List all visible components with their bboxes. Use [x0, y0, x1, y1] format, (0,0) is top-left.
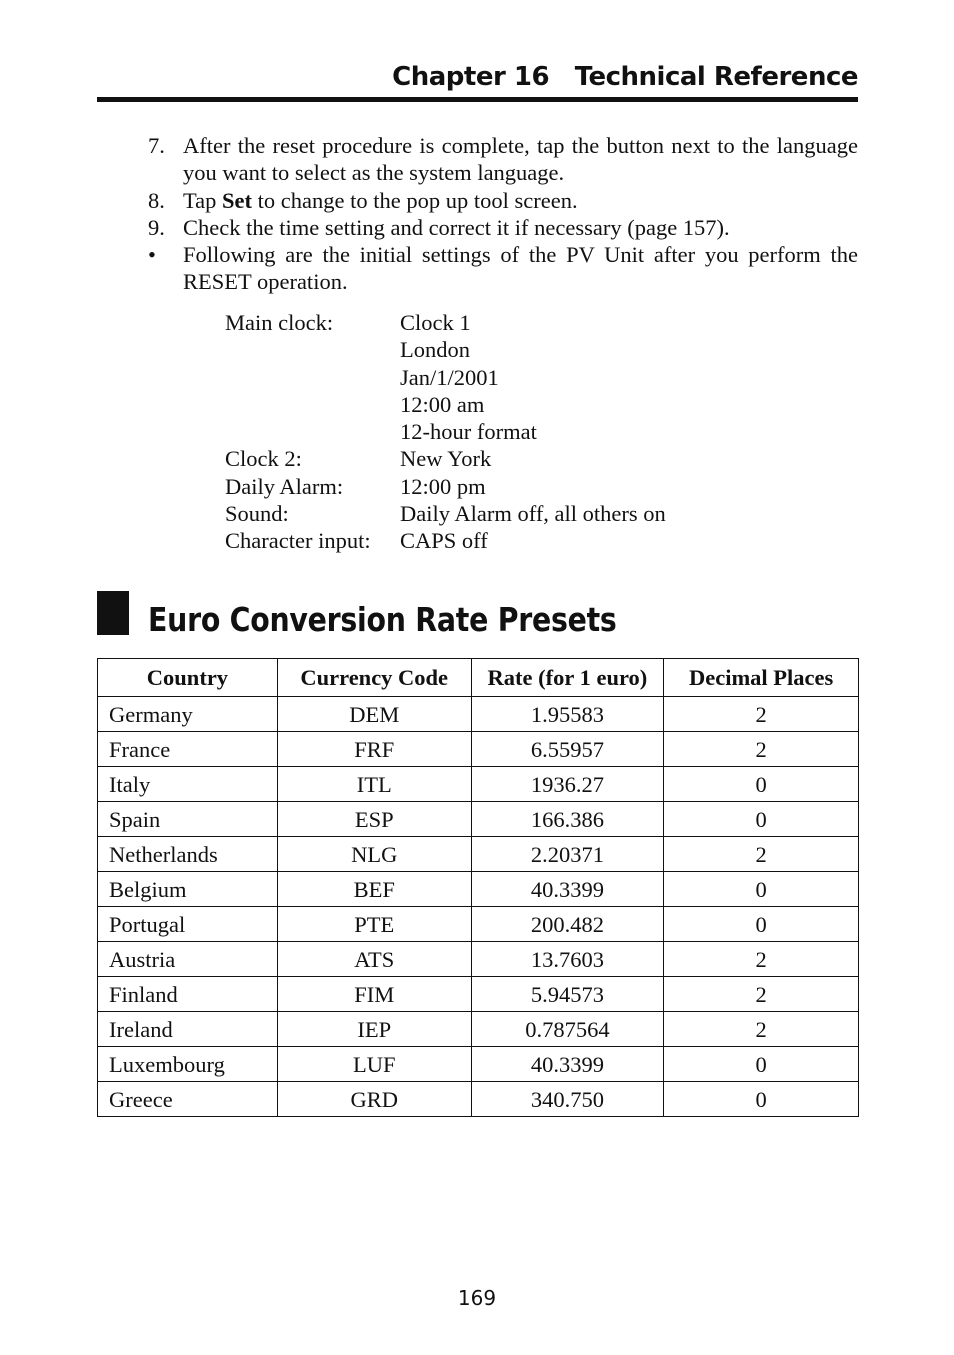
step-marker: 7. [148, 133, 165, 158]
country-cell: Ireland [98, 1012, 278, 1047]
table-row [98, 1047, 859, 1082]
setting-row [225, 364, 666, 391]
table-row [98, 977, 859, 1012]
setting-row [225, 336, 666, 363]
currency-code-cell: GRD [277, 1082, 471, 1117]
setting-value: 12:00 pm [400, 473, 486, 499]
table-body [98, 697, 859, 1117]
setting-value: 12:00 am [400, 391, 485, 417]
section-marker [97, 591, 129, 635]
euro-rates-table [97, 658, 859, 1117]
table-row [98, 837, 859, 872]
setting-label: Sound: [225, 501, 289, 527]
setting-value: New York [400, 446, 492, 472]
rate-cell: 166.386 [471, 802, 664, 837]
decimal-places-cell: 0 [664, 872, 859, 907]
rate-cell: 40.3399 [471, 1047, 664, 1082]
page-header [97, 60, 858, 102]
step-marker: 9. [148, 214, 165, 240]
setting-row [225, 527, 666, 554]
setting-label: Daily Alarm: [225, 473, 344, 499]
setting-label: Character input: [225, 528, 371, 554]
table-row [98, 942, 859, 977]
decimal-places-cell: 2 [664, 942, 859, 977]
setting-label: Main clock: [225, 310, 334, 335]
setting-label [225, 336, 400, 363]
decimal-places-cell: 2 [664, 1012, 859, 1047]
decimal-places-cell: 2 [664, 697, 859, 732]
header-text [392, 60, 858, 94]
decimal-places-cell: 0 [664, 1047, 859, 1082]
initial-settings-list [225, 309, 666, 555]
column-header-decimal-places: Decimal Places [664, 659, 859, 697]
currency-code-cell: BEF [277, 872, 471, 907]
setting-value: Daily Alarm off, all others on [400, 501, 666, 527]
decimal-places-cell: 0 [664, 767, 859, 802]
table-header-row [98, 659, 859, 697]
chapter-label: Chapter 16 [392, 62, 550, 92]
decimal-places-cell: 2 [664, 977, 859, 1012]
country-cell: Netherlands [98, 837, 278, 872]
currency-code-cell: PTE [277, 907, 471, 942]
step-text: Check the time setting and correct it if necessary (page 157). [183, 214, 730, 240]
step-9 [148, 214, 858, 241]
currency-code-cell: NLG [277, 837, 471, 872]
currency-code-cell: ATS [277, 942, 471, 977]
table-row [98, 1012, 859, 1047]
chapter-title: Technical Reference [574, 62, 858, 92]
country-cell: Italy [98, 767, 278, 802]
country-cell: Austria [98, 942, 278, 977]
currency-code-cell: FRF [277, 732, 471, 767]
decimal-places-cell: 0 [664, 907, 859, 942]
step-text-prefix: Tap [183, 187, 223, 213]
setting-value: London [400, 337, 470, 363]
step-text: Following are the initial settings of the PV Unit after you perform the RESET operation. [183, 242, 858, 295]
table-row [98, 907, 859, 942]
rate-cell: 0.787564 [471, 1012, 664, 1047]
setting-row [225, 445, 666, 472]
column-header-rate: Rate (for 1 euro) [471, 659, 664, 697]
column-header-currency-code: Currency Code [277, 659, 471, 697]
decimal-places-cell: 0 [664, 802, 859, 837]
table-row [98, 802, 859, 837]
setting-value: CAPS off [400, 528, 488, 554]
page-number: 169 [457, 1286, 497, 1310]
setting-value: Clock 1 [400, 310, 471, 335]
currency-code-cell: ITL [277, 767, 471, 802]
rate-cell: 2.20371 [471, 837, 664, 872]
step-8 [148, 187, 858, 214]
section-title: Euro Conversion Rate Presets [148, 600, 617, 639]
bullet-marker: • [148, 242, 156, 268]
table-row [98, 697, 859, 732]
currency-code-cell: ESP [277, 802, 471, 837]
column-header-country: Country [98, 659, 278, 697]
setting-value: 12-hour format [400, 419, 537, 445]
country-cell: France [98, 732, 278, 767]
decimal-places-cell: 2 [664, 732, 859, 767]
rate-cell: 340.750 [471, 1082, 664, 1117]
rate-cell: 13.7603 [471, 942, 664, 977]
setting-value: Jan/1/2001 [400, 364, 499, 390]
step-text: After the reset procedure is complete, tap the button next to the language you want to select as the system language. [183, 133, 858, 186]
setting-row [225, 309, 666, 336]
currency-code-cell: IEP [277, 1012, 471, 1047]
step-marker: 8. [148, 187, 165, 213]
country-cell: Germany [98, 697, 278, 732]
step-text-suffix: to change to the pop up tool screen. [252, 187, 578, 213]
setting-label: Clock 2: [225, 446, 302, 472]
table-row [98, 872, 859, 907]
rate-cell: 200.482 [471, 907, 664, 942]
setting-row [225, 391, 666, 418]
setting-label [225, 364, 400, 391]
country-cell: Spain [98, 802, 278, 837]
step-bullet [148, 241, 858, 296]
step-7 [148, 132, 858, 187]
currency-code-cell: DEM [277, 697, 471, 732]
setting-row [225, 418, 666, 445]
country-cell: Luxembourg [98, 1047, 278, 1082]
rate-cell: 1936.27 [471, 767, 664, 802]
instruction-steps [148, 132, 858, 296]
set-button-label: Set [222, 187, 253, 213]
table-row [98, 1082, 859, 1117]
decimal-places-cell: 0 [664, 1082, 859, 1117]
currency-code-cell: FIM [277, 977, 471, 1012]
setting-row [225, 473, 666, 500]
rate-cell: 1.95583 [471, 697, 664, 732]
decimal-places-cell: 2 [664, 837, 859, 872]
table-row [98, 767, 859, 802]
rate-cell: 5.94573 [471, 977, 664, 1012]
setting-label [225, 391, 400, 418]
country-cell: Belgium [98, 872, 278, 907]
country-cell: Greece [98, 1082, 278, 1117]
setting-label [225, 418, 400, 445]
rate-cell: 40.3399 [471, 872, 664, 907]
step-text [183, 187, 858, 214]
rate-cell: 6.55957 [471, 732, 664, 767]
currency-code-cell: LUF [277, 1047, 471, 1082]
setting-row [225, 500, 666, 527]
table-row [98, 732, 859, 767]
country-cell: Portugal [98, 907, 278, 942]
country-cell: Finland [98, 977, 278, 1012]
